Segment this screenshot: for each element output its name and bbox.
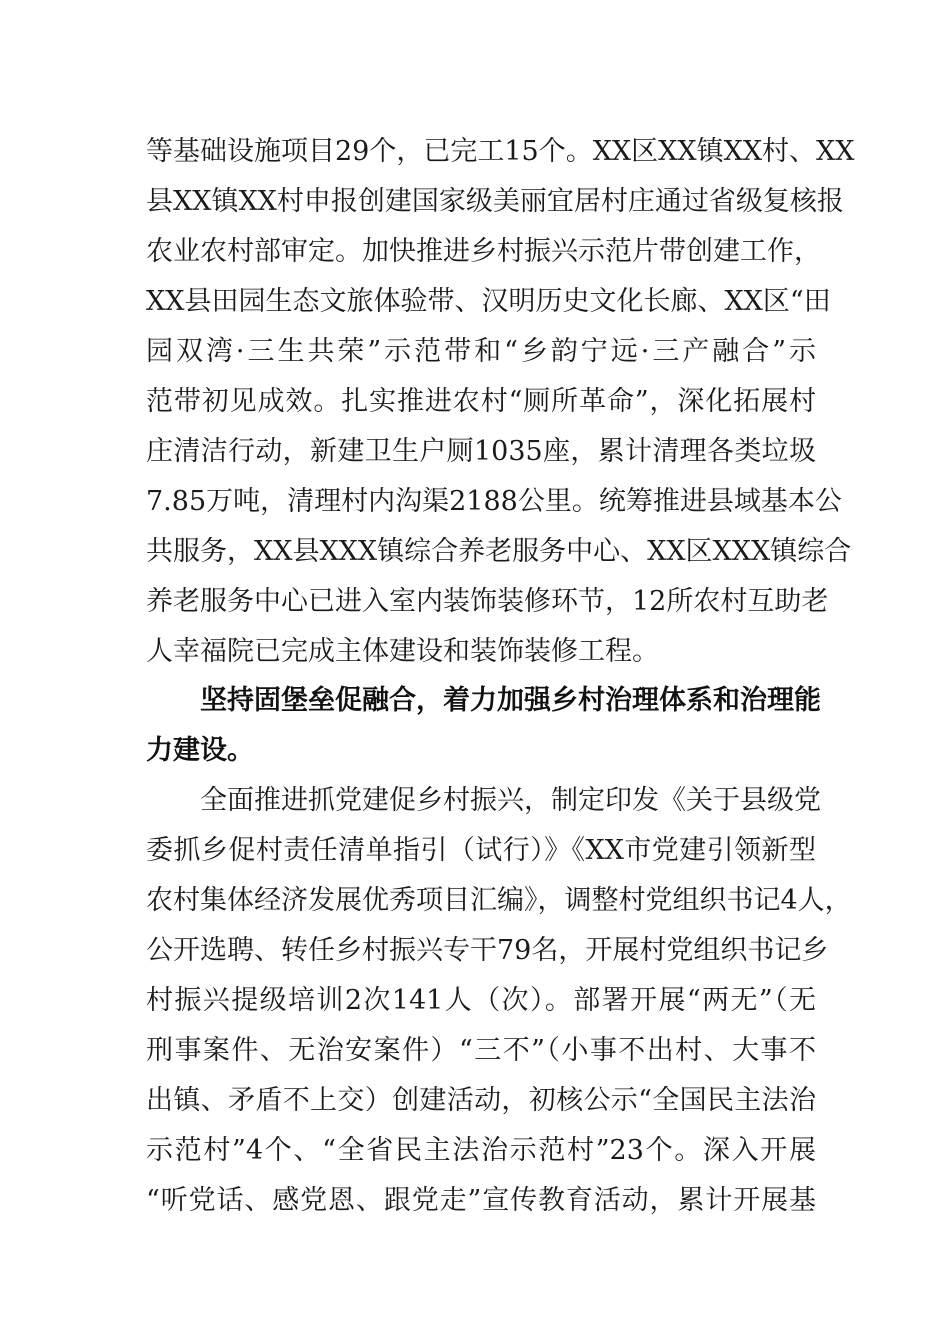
paragraph-line: 7.85万吨，清理村内沟渠2188公里。统筹推进县域基本公	[146, 486, 842, 517]
paragraph-line: “听党话、感党恩、跟党走”宣传教育活动，累计开展基	[146, 1185, 816, 1216]
paragraph-line: 共服务，XX县XXX镇综合养老服务中心、XX区XXX镇综合	[146, 536, 852, 567]
paragraph-line: 农村集体经济发展优秀项目汇编》，调整村党组织书记4人，	[146, 885, 852, 916]
section-heading: 力建设。	[146, 735, 254, 766]
paragraph-line: 庄清洁行动，新建卫生户厕1035座，累计清理各类垃圾	[146, 436, 816, 467]
paragraph-line: 县XX镇XX村申报创建国家级美丽宜居村庄通过省级复核报	[146, 186, 844, 217]
paragraph-line: 全面推进抓党建促乡村振兴，制定印发《关于县级党	[200, 785, 821, 816]
paragraph-line: 公开选聘、转任乡村振兴专干79名，开展村党组织书记乡	[146, 935, 829, 966]
paragraph-line: 范带初见成效。扎实推进农村“厕所革命”，深化拓展村	[146, 386, 816, 417]
paragraph-line: XX县田园生态文旅体验带、汉明历史文化长廊、XX区“田	[146, 286, 831, 317]
paragraph-line: 等基础设施项目29个，已完工15个。XX区XX镇XX村、XX	[146, 136, 855, 167]
section-heading: 坚持固堡垒促融合，着力加强乡村治理体系和治理能	[200, 685, 821, 716]
paragraph-line: 养老服务中心已进入室内装饰装修环节，12所农村互助老	[146, 586, 829, 617]
paragraph-line: 刑事案件、无治安案件）“三不”（小事不出村、大事不	[146, 1035, 816, 1066]
paragraph-line: 农业农村部审定。加快推进乡村振兴示范片带创建工作，	[146, 236, 821, 267]
paragraph-line: 委抓乡促村责任清单指引（试行）》《XX市党建引领新型	[146, 835, 816, 866]
paragraph-line: 人幸福院已完成主体建设和装饰装修工程。	[146, 636, 659, 667]
paragraph-line: 出镇、矛盾不上交）创建活动，初核公示“全国民主法治	[146, 1085, 816, 1116]
paragraph-line: 村振兴提级培训2次141人（次）。部署开展“两无”（无	[146, 985, 816, 1016]
paragraph-line: 示范村”4个、“全省民主法治示范村”23个。深入开展	[146, 1135, 816, 1166]
paragraph-line: 园双湾·三生共荣”示范带和“乡韵宁远·三产融合”示	[146, 336, 816, 367]
